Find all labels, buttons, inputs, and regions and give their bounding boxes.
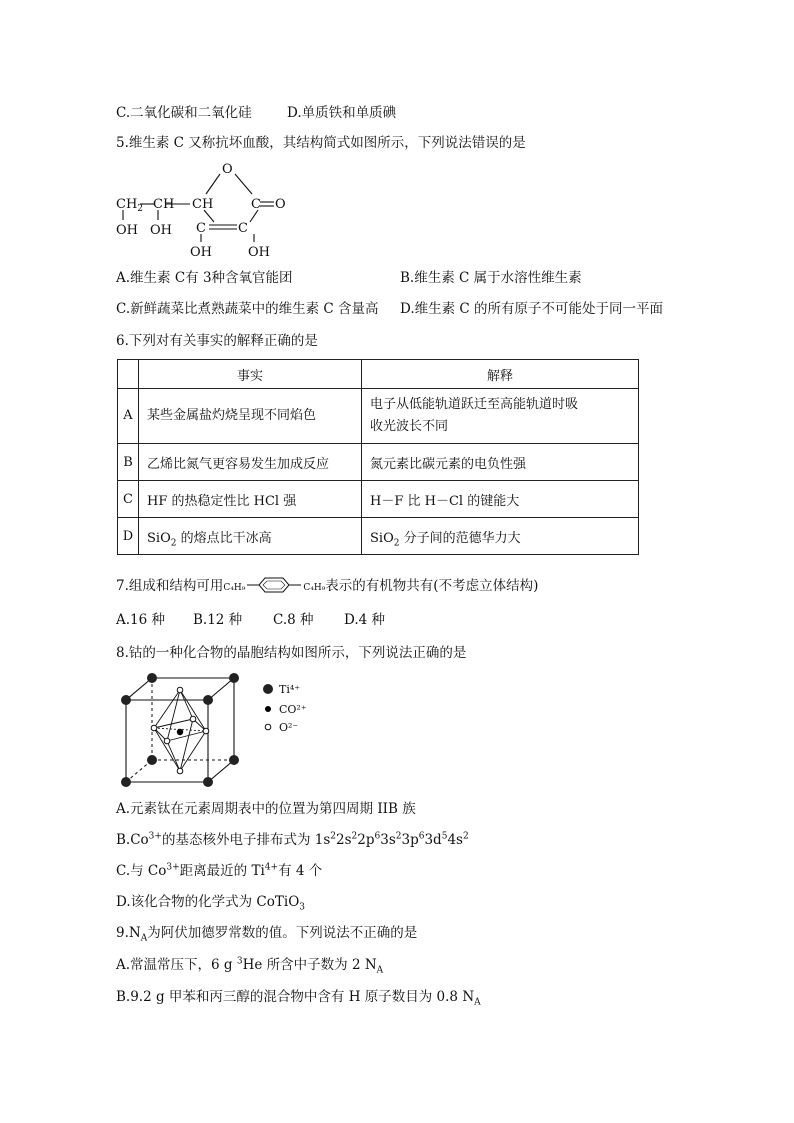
ch-label: CH (153, 197, 175, 212)
q5-option-d: D.维生素 C 的所有原子不可能处于同一平面 (400, 301, 664, 317)
row-explanation: SiO$_2$ 分子间的范德华力大 (362, 518, 639, 555)
q8-option-b: $B.Co^{3+}$的基态核外电子排布式为 $1s^22s^22p^63s^23p^63d^54s^2$ (116, 831, 469, 848)
q7-option-a: A.16 种 (116, 612, 166, 628)
ch-ring-label: CH (192, 197, 214, 212)
q5-option-a: A.维生素 C有 3种含氧官能团 (116, 270, 293, 286)
facts-table (117, 359, 639, 555)
row-fact: 某些金属盐灼烧呈现不同焰色 (139, 389, 362, 444)
q4-option-c: C.二氧化碳和二氧化硅 (116, 105, 252, 121)
oh-label-4: OH (248, 245, 270, 260)
q7-option-d: D.4 种 (344, 612, 386, 628)
ring-carbon-left: C (196, 221, 206, 236)
q7-option-b: B.12 种 (193, 612, 243, 628)
row-key: A (118, 389, 139, 444)
row-explanation: H－F 比 H－Cl 的键能大 (362, 481, 639, 518)
oh-label-1: OH (116, 223, 138, 238)
q5-option-c: C.新鲜蔬菜比煮熟蔬菜中的维生素 C 含量高 (116, 301, 379, 317)
legend-co: CO²⁺ (279, 703, 307, 716)
q8-option-c: C.与 $Co^{3+}$距离最近的 $Ti^{4+}$有 4 个 (116, 862, 323, 879)
table-row (118, 444, 639, 481)
header-explanation: 解释 (362, 360, 639, 389)
oh-label-2: OH (150, 223, 172, 238)
row-fact: SiO$_2$ 的熔点比干冰高 (139, 518, 362, 555)
header-key (118, 360, 139, 389)
q7-option-c: C.8 种 (273, 612, 314, 628)
q5-stem: 5.维生素 C 又称抗坏血酸，其结构简式如图所示，下列说法错误的是 (116, 135, 526, 151)
table-row (118, 389, 639, 444)
table-header-row (118, 360, 639, 389)
q4-option-d: D.单质铁和单质碘 (287, 105, 397, 121)
header-fact: 事实 (139, 360, 362, 389)
row-key: B (118, 444, 139, 481)
vitamin-c-structure (110, 158, 300, 262)
q5-option-b: B.维生素 C 属于水溶性维生素 (400, 270, 582, 286)
row-key: C (118, 481, 139, 518)
legend-ti: Ti⁴⁺ (279, 683, 301, 696)
crystal-cell-diagram (116, 670, 316, 794)
q9-option-b: B.9.2 g 甲苯和丙三醇的混合物中含有 H 原子数目为 0.8 $N_A$ (116, 989, 481, 1008)
oh-label-3: OH (190, 245, 212, 260)
benzene-ring-icon (245, 576, 303, 594)
ch2-label: $CH_2$ (116, 197, 144, 214)
ring-carbon-right: C (238, 221, 248, 236)
carbonyl-oxygen: O (275, 197, 286, 212)
row-explanation: 氮元素比碳元素的电负性强 (362, 444, 639, 481)
butyl-group-right: C₄H₉ (303, 583, 326, 593)
table-row (118, 518, 639, 555)
row-key: D (118, 518, 139, 555)
q9-option-a: A.常温常压下，6 g $^3$He 所含中子数为 2 $N_A$ (116, 956, 384, 976)
row-fact: HF 的热稳定性比 HCl 强 (139, 481, 362, 518)
ring-oxygen: O (222, 162, 233, 177)
row-fact: 乙烯比氮气更容易发生加成反应 (139, 444, 362, 481)
q8-option-d: D.该化合物的化学式为 CoTiO$_3$ (116, 894, 306, 913)
q8-option-a: A.元素钛在元素周期表中的位置为第四周期 IIB 族 (116, 801, 416, 817)
q8-stem: 8.钴的一种化合物的晶胞结构如图所示，下列说法正确的是 (116, 645, 467, 661)
butyl-group-left: C₄H₉ (223, 583, 246, 593)
row-explanation: 电子从低能轨道跃迁至高能轨道时吸 收光波长不同 (362, 389, 639, 444)
q9-stem: $9.N_A$为阿伏加德罗常数的值。下列说法不正确的是 (116, 925, 418, 944)
table-row (118, 481, 639, 518)
q7-stem: 7.组成和结构可用C₄H₉ C₄H₉表示的有机物共有(不考虑立体结构) (116, 578, 539, 594)
q6-stem: 6.下列对有关事实的解释正确的是 (116, 333, 318, 349)
legend-o: O²⁻ (279, 721, 299, 734)
carbonyl-carbon: C (251, 197, 261, 212)
